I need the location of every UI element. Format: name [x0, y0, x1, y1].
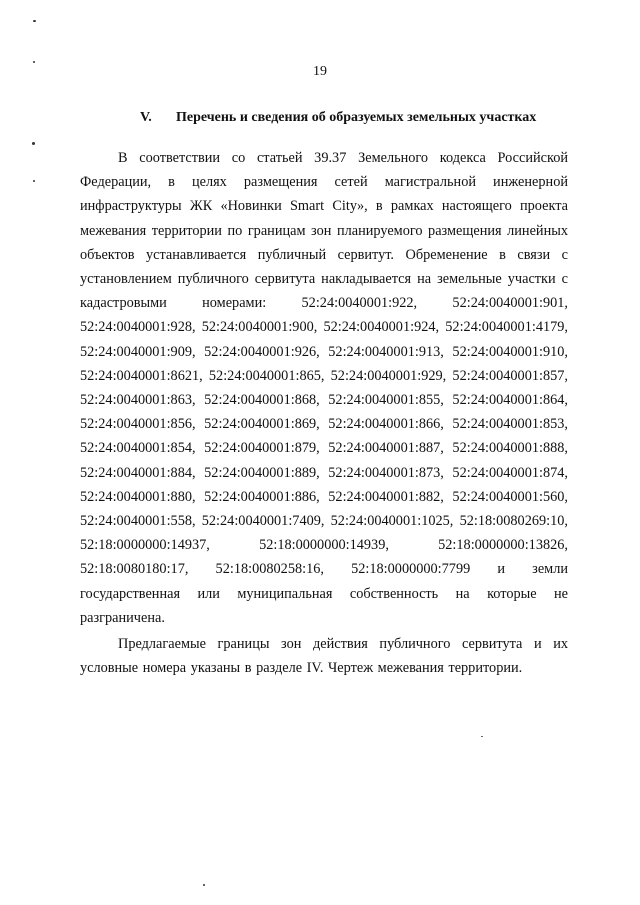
page-number: 19 — [313, 64, 327, 79]
scan-speck — [203, 884, 205, 886]
body-text — [80, 146, 568, 680]
scan-speck — [33, 61, 35, 63]
paragraph-servitude: В соответствии со статьей 39.37 Земельного кодекса Российской Федерации, в целях размещения сетей магистральной инженерной инфраструктуры ЖК «Новинки Smart City», в рамках настоящего проекта межевания территории по границам зон планируемого размещения линейных объектов устанавливается публичный сервитут. Обременение в связи с установлением публичного сервитута накладывается на земельные участки с кадастровыми номерами: 52:24:0040001:922, 52:24:0040001:901, 52:24:0040001:928, 52:24:0040001:900, 52:24:0040001:924, 52:24:0040001:4179, 52:24:0040001:909, 52:24:0040001:926, 52:24:0040001:913, 52:24:0040001:910, 52:24:0040001:8621, 52:24:0040001:865, 52:24:0040001:929, 52:24:0040001:857, 52:24:0040001:863, 52:24:0040001:868, 52:24:0040001:855, 52:24:0040001:864, 52:24:0040001:856, 52:24:0040001:869, 52:24:0040001:866, 52:24:0040001:853, 52:24:0040001:854, 52:24:0040001:879, 52:24:0040001:887, 52:24:0040001:888, 52:24:0040001:884, 52:24:0040001:889, 52:24:0040001:873, 52:24:0040001:874, 52:24:0040001:880, 52:24:0040001:886, 52:24:0040001:882, 52:24:0040001:560, 52:24:0040001:558, 52:24:0040001:7409, 52:24:0040001:1025, 52:18:0080269:10, 52:18:0000000:14937, 52:18:0000000:14939, 52:18:0000000:13826, 52:18:0080180:17, 52:18:0080258:16, 52:18:0000000:7799 и земли государственная или муниципальная собственность на которые не разграничена. — [80, 150, 568, 626]
scan-speck — [32, 142, 35, 145]
paragraph-boundaries: Предлагаемые границы зон действия публичного сервитута и их условные номера указаны в разделе IV. Чертеж межевания территории. — [80, 636, 568, 677]
scan-speck — [33, 180, 35, 182]
section-title: Перечень и сведения об образуемых земельных участках — [176, 110, 537, 125]
scan-speck — [33, 20, 36, 22]
section-number: V. — [140, 110, 152, 125]
section-heading — [140, 110, 560, 126]
scan-speck — [481, 736, 483, 737]
